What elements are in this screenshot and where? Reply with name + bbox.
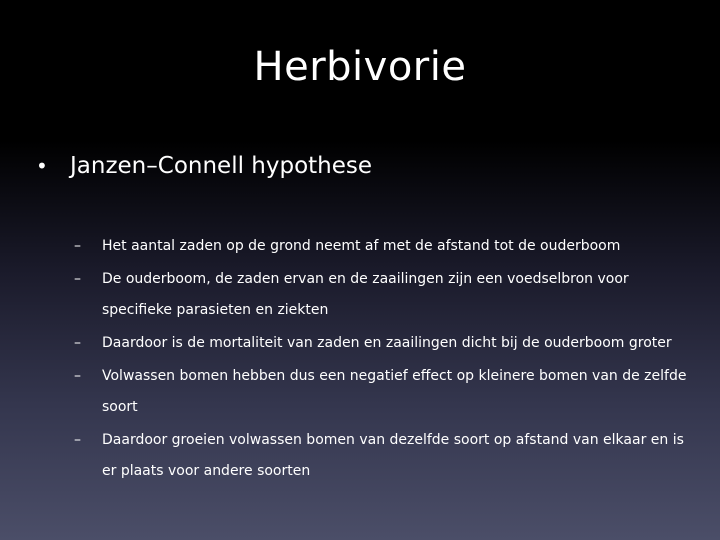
sub-bullet-dash: – [74,432,81,448]
sub-bullet-text: Het aantal zaden op de grond neemt af met de afstand tot de ouderboom [102,238,621,254]
main-bullet-text: Janzen–Connell hypothese [70,153,373,179]
sub-bullet-dash: – [74,368,81,384]
sub-bullet-list [74,231,694,489]
sub-bullet-dash: – [74,335,81,351]
slide-title: Herbivorie [253,44,467,90]
sub-bullet-text: Daardoor groeien volwassen bomen van dezelfde soort op afstand van elkaar en is er plaats voor andere soorten [102,432,684,479]
sub-bullet-item [74,425,694,487]
sub-bullet-dash: – [74,238,81,254]
bullet-dot: • [36,154,48,178]
sub-bullet-dash: – [74,271,81,287]
main-bullet [36,153,372,179]
sub-bullet-item [74,328,694,359]
sub-bullet-text: Volwassen bomen hebben dus een negatief effect op kleinere bomen van de zelfde soort [102,368,687,415]
sub-bullet-item [74,361,694,423]
sub-bullet-item [74,264,694,326]
sub-bullet-text: De ouderboom, de zaden ervan en de zaailingen zijn een voedselbron voor specifieke parasieten en ziekten [102,271,629,318]
sub-bullet-item [74,231,694,262]
sub-bullet-text: Daardoor is de mortaliteit van zaden en zaailingen dicht bij de ouderboom groter [102,335,672,351]
